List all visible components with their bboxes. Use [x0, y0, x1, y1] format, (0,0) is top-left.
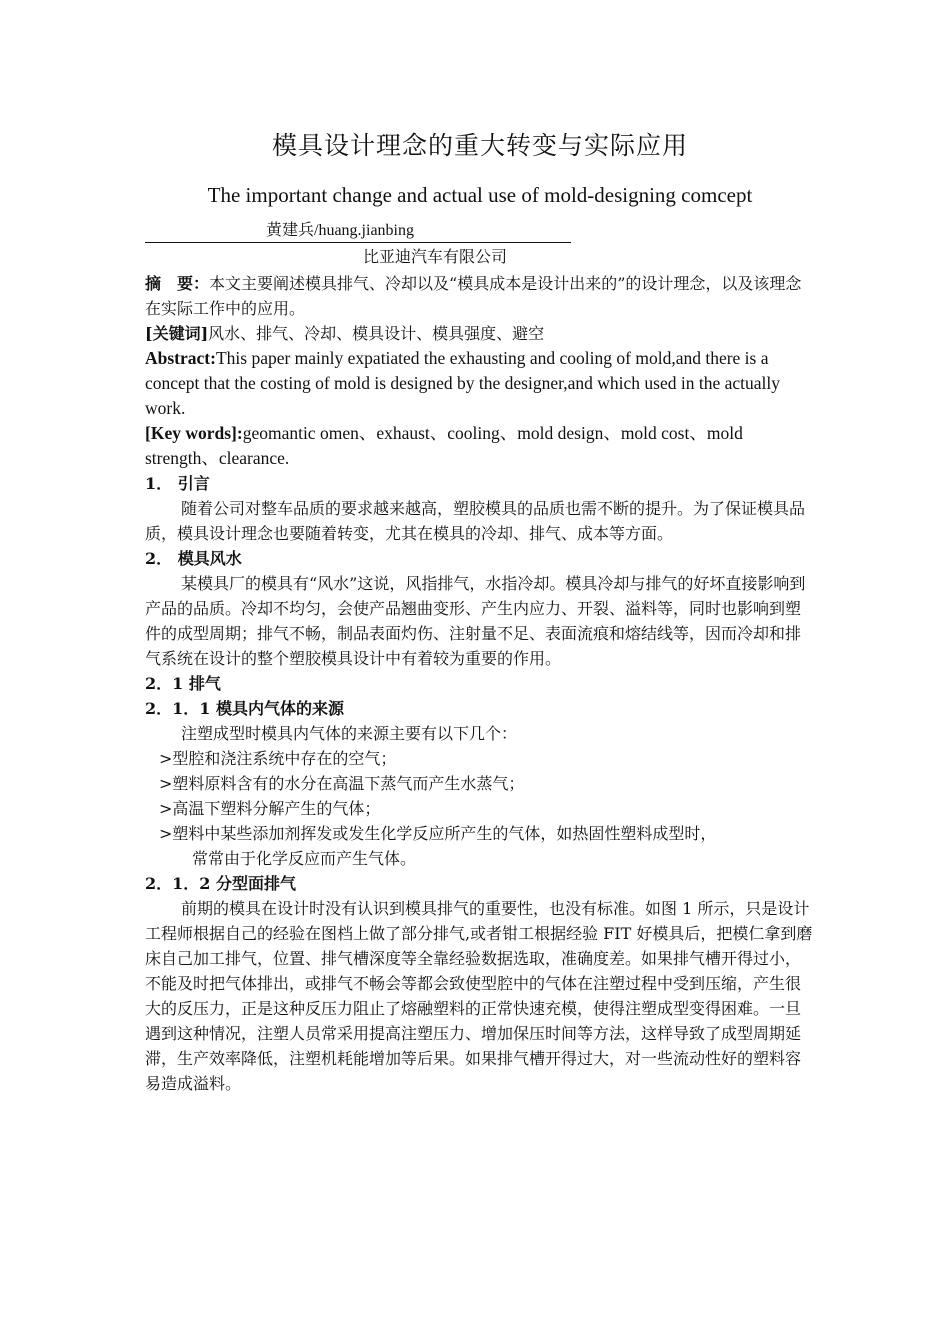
keywords-chinese-text: 风水、排气、冷却、模具设计、模具强度、避空 [208, 324, 545, 343]
title-chinese: 模具设计理念的重大转变与实际应用 [271, 131, 688, 160]
paper-body [145, 271, 813, 1096]
author-affiliation: 比亚迪汽车有限公司 [363, 247, 508, 266]
list-item: >高温下塑料分解产生的气体； [159, 799, 381, 818]
author-name: 黄建兵/huang.jianbing [266, 222, 414, 239]
keywords-english-text: geomantic omen、exhaust、cooling、mold design、mold cost、mold strength、clearance. [145, 423, 743, 468]
section-heading-2-1: 2．1 排气 [145, 674, 221, 693]
abstract-chinese-label: 摘 要： [145, 274, 210, 293]
section-2-1-2-paragraph: 前期的模具在设计时没有认识到模具排气的重要性，也没有标准。如图 1 所示，只是设计工程师根据自己的经验在图档上做了部分排气,或者钳工根据经验 FIT 好模具后，把模仁拿到磨床自己加工排气，位置、排气槽深度等全靠经验数据选取，准确度差。如果排气槽开得过小，不能及时把气体排出，或排气不畅会等都会致使型腔中的气体在注塑过程中受到压缩，产生很大的反压力，正是这种反压力阻止了熔融塑料的正常快速充模，使得注塑成型变得困难。一旦遇到这种情况，注塑人员常采用提高注塑压力、增加保压时间等方法，这样导致了成型周期延滞，生产效率降低，注塑机耗能增加等后果。如果排气槽开得过大，对一些流动性好的塑料容易造成溢料。 [145, 899, 813, 1093]
abstract-english [145, 346, 813, 421]
section-heading-2-1-2: 2．1．2 分型面排气 [145, 874, 296, 893]
abstract-chinese-text: 本文主要阐述模具排气、冷却以及“模具成本是设计出来的”的设计理念，以及该理念在实际工作中的应用。 [145, 274, 802, 318]
abstract-english-text: This paper mainly expatiated the exhausting and cooling of mold,and there is a concept that the costing of mold is designed by the designer,and which used in the actually work. [145, 348, 780, 418]
keywords-chinese [145, 321, 813, 346]
keywords-english [145, 421, 813, 471]
abstract-english-label: Abstract: [145, 348, 216, 368]
list-item: >型腔和浇注系统中存在的空气； [159, 749, 397, 768]
section-heading-2-1-1: 2．1．1 模具内气体的来源 [145, 699, 344, 718]
keywords-english-label: [Key words]: [145, 423, 243, 443]
section-heading-2: 2． 模具风水 [145, 549, 242, 568]
section-2-paragraph: 某模具厂的模具有“风水”这说，风指排气，水指冷却。模具冷却与排气的好坏直接影响到产品的品质。冷却不均匀，会使产品翘曲变形、产生内应力、开裂、溢料等，同时也影响到塑件的成型周期；排气不畅，制品表面灼伤、注射量不足、表面流痕和熔结线等，因而冷却和排气系统在设计的整个塑胶模具设计中有着较为重要的作用。 [145, 574, 806, 668]
list-item: >塑料原料含有的水分在高温下蒸气而产生水蒸气； [159, 774, 525, 793]
author-line [145, 220, 571, 243]
title-english: The important change and actual use of mold-designing comcept [207, 183, 753, 207]
section-heading-1: 1． 引言 [145, 474, 210, 493]
keywords-chinese-label: [关键词] [145, 324, 209, 343]
list-item-continuation: 常常由于化学反应而产生气体。 [192, 849, 417, 868]
abstract-chinese [145, 271, 813, 321]
list-item: >塑料中某些添加剂挥发或发生化学反应所产生的气体，如热固性塑料成型时， [159, 824, 717, 843]
section-2-1-1-intro: 注塑成型时模具内气体的来源主要有以下几个： [181, 724, 518, 743]
section-1-paragraph: 随着公司对整车品质的要求越来越高，塑胶模具的品质也需不断的提升。为了保证模具品质，模具设计理念也要随着转变，尤其在模具的冷却、排气、成本等方面。 [145, 499, 806, 543]
